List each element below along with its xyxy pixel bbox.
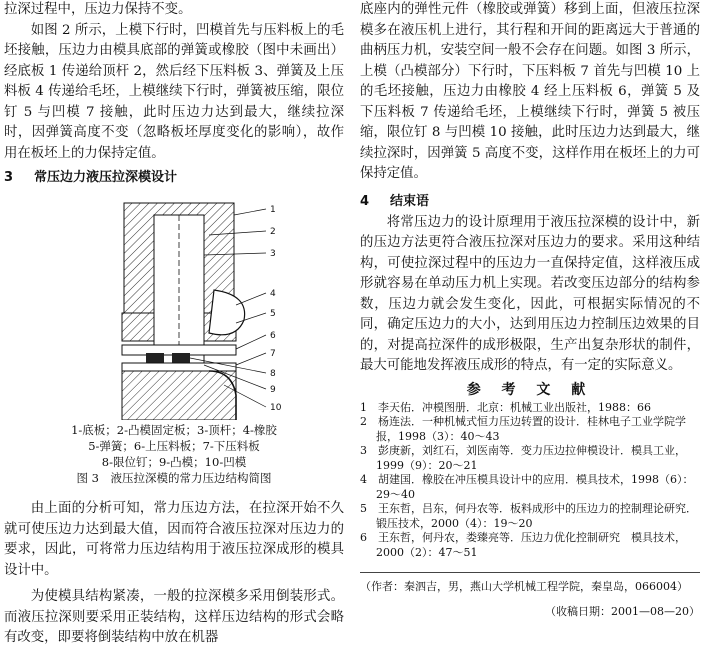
section-number: 4: [360, 193, 370, 209]
figure-legend: 8-限位钉；9-凸模；10-凹模: [101, 455, 247, 469]
figure-label: 8: [270, 369, 276, 379]
paragraph: 如图 2 所示，上模下行时，凹模首先与压料板上的毛坯接触，压边力由模具底部的弹簧或橡胶（图中未画出）经底板 1 传递给顶杆 2，然后经下压料板 3、弹簧及上压料板 4 传递给毛坯，上模继续下行时，弹簧被压缩，限位钉 5 与凹模 7 接触，此时压边力达到最大，继续拉深时，因弹簧高度不变（忽略板坯厚度变化的影响），故作用在板坯上的力保持定值。: [4, 22, 344, 161]
reference-item: 1 李天佑．冲模图册．北京：机械工业出版社，1988：66: [360, 400, 651, 414]
spring-block: [146, 353, 164, 363]
reference-item: 2 杨连法．一种机械式恒力压边转置的设计．桂林电子工业学院学报，1998（3）：40～43: [360, 415, 686, 443]
rubber: [209, 290, 245, 335]
author-info: （作者：秦泗吉，男，燕山大学机械工程学院，秦皇岛，066004）: [360, 572, 700, 595]
figure-label: 10: [270, 403, 282, 413]
section-heading: [4, 167, 344, 189]
section-heading: [360, 191, 700, 213]
figure-label: 1: [270, 205, 276, 215]
left-column: [4, 0, 344, 649]
figure-legend: 1-底板；2-凸模固定板；3-顶杆；4-橡胶: [71, 423, 277, 437]
figure-3: [4, 195, 344, 485]
figure-label: 3: [270, 249, 276, 259]
paragraph: 拉深过程中，压边力保持不变。: [4, 2, 192, 17]
section-title: 结束语: [390, 193, 430, 209]
lower-die: [122, 371, 236, 420]
right-column: [360, 0, 700, 619]
section-number: 3: [4, 170, 14, 185]
die-drawing: [4, 195, 344, 420]
figure-label: 9: [270, 385, 276, 395]
figure-label: 2: [270, 227, 276, 237]
figure-label: 6: [270, 331, 276, 341]
figure-caption: 图 3 液压拉深模的常力压边结构简图: [76, 471, 272, 485]
reference-item: 4 胡建国．橡胶在冲压模具设计中的应用．模具技术，1998（6）：29～40: [360, 473, 694, 501]
paragraph: 底座内的弹性元件（橡胶或弹簧）移到上面，但液压拉深模多在液压机上进行，其行程和开间的距离远大于普通的曲柄压力机，安装空间一般不会存在问题。如图 3 所示，上模（凸模部分）下行时，下压料板 7 首先与凹模 10 上的毛坯接触，压边力由橡胶 4 经上压料板 6，弹簧 5 及下压料板 7 传递给毛坯，上模继续下行时，弹簧 5 被压缩，限位钉 8 与凹模 10 接触，此时压边力达到最大，继续拉深时，因弹簧 5 高度不变，这样作用在板坯上的力可保持定值。: [360, 2, 700, 181]
paragraph: 由上面的分析可知，常力压边方法，在拉深开始不久就可使压边力达到最大值，因而符合液压拉深对压边力的要求，因此，可将常力压边结构用于液压拉深成形的模具设计中。: [4, 501, 344, 578]
paragraph: 为使模具结构紧凑，一般的拉深模多采用倒装形式。而液压拉深则要采用正装结构，这样压边结构的形式会略有改变，即要将倒装结构中放在机器: [4, 589, 344, 645]
reference-item: 3 彭庚新，刘红石，刘医南等．变力压边拉伸模设计．模具工业，1999（9）：20～21: [360, 444, 686, 472]
reference-item: 5 王东哲，吕东，何丹农等．板料成形中的压边力的控制理论研究．锻压技术，2000（4）：19～20: [360, 502, 697, 530]
references-heading: 参 考 文 献: [466, 381, 594, 398]
paragraph: 将常压边力的设计原理用于液压拉深模的设计中，新的压边方法更符合液压拉深对压边力的要求。采用这种结构，可使拉深过程中的压边力一直保持定值，这样液压成形就容易在单动压力机上实现。若改变压边部分的结构参数，压边力就会发生变化，因此，可根据实际情况的不同，确定压边力的大小，达到用压边力控制压边效果的目的，对提高拉深件的成形极限，生产出复杂形状的制件，最大可能地发挥液压成形的特点，有一定的实际意义。: [360, 214, 700, 373]
section-title: 常压边力液压拉深模设计: [34, 170, 178, 185]
spring-block: [172, 353, 190, 363]
reference-item: 6 王东哲，何丹农，娄臻亮等．压边力优化控制研究 模具技术，2000（2）：47～51: [360, 531, 686, 559]
lower-blank-holder: [122, 363, 236, 371]
figure-label: 5: [270, 309, 276, 319]
figure-label: 7: [270, 349, 276, 359]
received-date: （收稿日期：2001—08—20）: [545, 605, 700, 618]
figure-label: 4: [270, 289, 276, 299]
figure-legend: 5-弹簧；6-上压料板；7-下压料板: [88, 439, 260, 453]
